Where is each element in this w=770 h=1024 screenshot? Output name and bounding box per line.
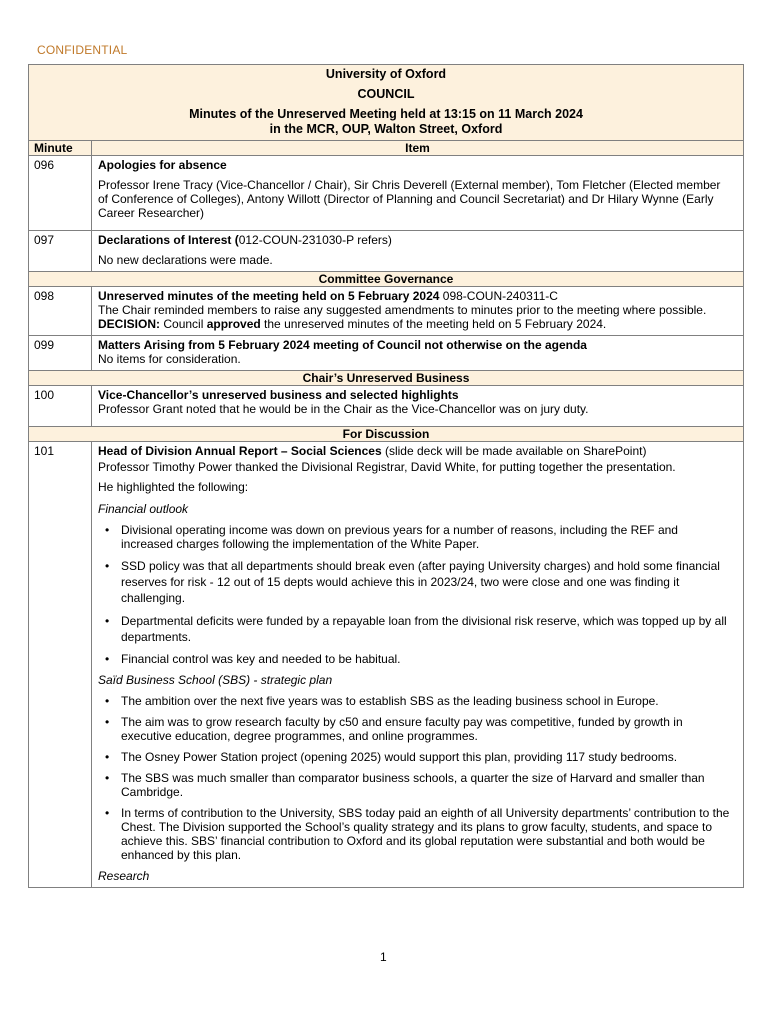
university-name: University of Oxford [325, 67, 447, 81]
table-row [29, 442, 743, 887]
section-heading: For Discussion [29, 427, 743, 442]
decision-text [98, 317, 733, 331]
minutes-header [29, 65, 743, 141]
table-row [29, 336, 743, 371]
meeting-title: Minutes of the Unreserved Meeting held at 13:15 on 11 March 2024 [189, 107, 583, 121]
item-title: Vice-Chancellor’s unreserved business and selected highlights [98, 388, 459, 402]
subheading-sbs-strategic-plan: Saïd Business School (SBS) - strategic plan [98, 673, 333, 687]
table-row [29, 231, 743, 272]
confidential-label: CONFIDENTIAL [37, 43, 128, 57]
minute-body [92, 336, 743, 370]
item-highlighted: He highlighted the following: [98, 480, 249, 494]
item-text: Professor Grant noted that he would be in the Chair as the Vice-Chancellor was on jury duty. [98, 402, 589, 416]
decision-verb: approved [206, 317, 261, 331]
bullet-list [98, 694, 733, 862]
decision-part: Council [160, 317, 207, 331]
item-text: The Chair reminded members to raise any suggested amendments to minutes prior to the meeting where possible. [98, 303, 707, 317]
item-intro: Professor Timothy Power thanked the Divisional Registrar, David White, for putting together the presentation. [98, 460, 676, 474]
item-title: Declarations of Interest ( [98, 233, 239, 247]
item-reference: 098-COUN-240311-C [439, 289, 558, 303]
minute-number: 098 [29, 287, 92, 335]
item-text: No items for consideration. [98, 352, 241, 366]
item-title-line [98, 444, 733, 458]
minute-number: 096 [29, 156, 92, 230]
table-row [29, 287, 743, 336]
minutes-table [28, 64, 744, 888]
minute-column-header: Minute [29, 141, 92, 155]
item-column-header: Item [405, 141, 430, 155]
list-item: • In terms of contribution to the University, SBS today paid an eighth of all University departments’ contribution to the Chest. The Division supported the School’s quality strategy and its plans to grow faculty, students, and space to achieve this. SBS’ financial contribution to Oxford and its global reputation were substantial and both would be enhanced by this plan. [98, 806, 733, 862]
list-item: • Departmental deficits were funded by a repayable loan from the divisional risk reserve, which was topped up by all departments. [98, 613, 733, 645]
meeting-location: in the MCR, OUP, Walton Street, Oxford [269, 122, 503, 136]
minute-number: 101 [29, 442, 92, 887]
minute-body [92, 231, 743, 271]
list-item: • Financial control was key and needed to be habitual. [98, 652, 733, 666]
list-item: • The SBS was much smaller than comparator business schools, a quarter the size of Harvard and smaller than Cambridge. [98, 771, 733, 799]
subheading-financial-outlook: Financial outlook [98, 502, 189, 516]
minute-body [92, 156, 743, 230]
list-item: • The ambition over the next five years was to establish SBS as the leading business school in Europe. [98, 694, 733, 708]
item-title: Head of Division Annual Report – Social Sciences [98, 444, 382, 458]
decision-part: the unreserved minutes of the meeting held on 5 February 2024. [260, 317, 607, 331]
column-headers [29, 141, 743, 156]
minute-number: 097 [29, 231, 92, 271]
table-row [29, 386, 743, 427]
bullet-list [98, 523, 733, 666]
list-item: • The Osney Power Station project (opening 2025) would support this plan, providing 117 study bedrooms. [98, 750, 733, 764]
council-title: COUNCIL [357, 87, 415, 101]
item-title: Matters Arising from 5 February 2024 meeting of Council not otherwise on the agenda [98, 338, 587, 352]
item-title: Apologies for absence [98, 158, 227, 172]
minute-body [92, 442, 743, 887]
item-title-line [98, 233, 733, 247]
item-title-line [98, 289, 733, 303]
item-text: Professor Irene Tracy (Vice-Chancellor / Chair), Sir Chris Deverell (External member), Tom Fletcher (Elected member of Conference of Colleges), Antony Willott (Director of Planning and Council Secretariat) and Dr Hilary Wynne (Early Career Researcher) [98, 178, 721, 220]
decision-label: DECISION: [98, 317, 161, 331]
table-row [29, 156, 743, 231]
list-item: • SSD policy was that all departments should break even (after paying University charges) and hold some financial reserves for risk - 12 out of 15 depts would achieve this in 2023/24, two were close and one was finding it challenging. [98, 558, 733, 606]
item-reference: 012-COUN-231030-P refers) [238, 233, 392, 247]
list-item: • Divisional operating income was down on previous years for a number of reasons, including the REF and increased charges following the implementation of the White Paper. [98, 523, 733, 551]
page-number: 1 [380, 950, 387, 964]
minute-number: 099 [29, 336, 92, 370]
section-heading: Committee Governance [29, 272, 743, 287]
item-title: Unreserved minutes of the meeting held on 5 February 2024 [98, 289, 440, 303]
minute-body [92, 287, 743, 335]
subheading-research: Research [98, 869, 150, 883]
list-item: • The aim was to grow research faculty by c50 and ensure faculty pay was competitive, funded by growth in executive education, degree programmes, and online programmes. [98, 715, 733, 743]
section-heading: Chair’s Unreserved Business [29, 371, 743, 386]
minute-number: 100 [29, 386, 92, 426]
minute-body [92, 386, 743, 426]
item-title-note: (slide deck will be made available on SharePoint) [381, 444, 647, 458]
item-text: No new declarations were made. [98, 253, 273, 267]
